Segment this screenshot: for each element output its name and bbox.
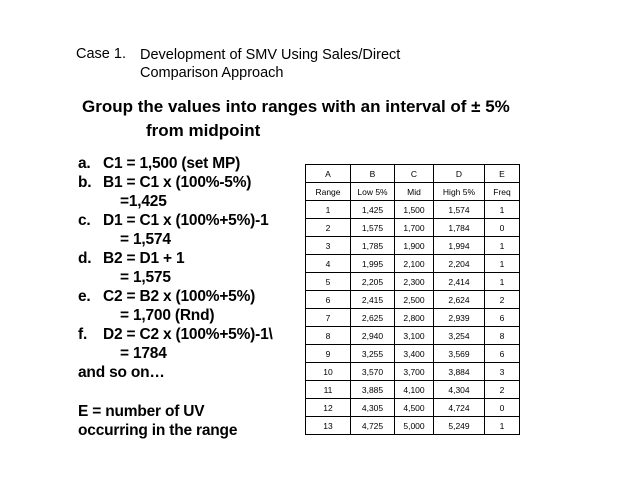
table-cell: 13 — [306, 417, 351, 435]
table-cell: 2,204 — [434, 255, 485, 273]
table-cell: 4,304 — [434, 381, 485, 399]
step-formula: C1 = 1,500 (set MP) — [103, 155, 241, 172]
table-cell: 1 — [485, 255, 520, 273]
table-cell: 4,724 — [434, 399, 485, 417]
table-row — [306, 309, 520, 327]
table-cell: 3,700 — [395, 363, 434, 381]
column-header: High 5% — [434, 183, 485, 201]
step-letter: c. — [78, 212, 91, 229]
table-cell: 0 — [485, 219, 520, 237]
column-header: Freq — [485, 183, 520, 201]
table-column-letters — [306, 165, 520, 183]
table-row — [306, 399, 520, 417]
and-so-on: and so on… — [78, 364, 165, 381]
column-letter: C — [395, 165, 434, 183]
step-letter: d. — [78, 250, 92, 267]
table-cell: 3,570 — [351, 363, 395, 381]
step-formula: B1 = C1 x (100%-5%) — [103, 174, 252, 191]
table-cell: 4 — [306, 255, 351, 273]
table-row — [306, 363, 520, 381]
step-result: = 1784 — [120, 345, 167, 362]
table-cell: 2 — [485, 291, 520, 309]
column-letter: D — [434, 165, 485, 183]
table-row — [306, 237, 520, 255]
table-row — [306, 219, 520, 237]
table-cell: 2,800 — [395, 309, 434, 327]
table-cell: 2,624 — [434, 291, 485, 309]
step-result: =1,425 — [120, 193, 167, 210]
table-cell: 11 — [306, 381, 351, 399]
table-header-row — [306, 183, 520, 201]
table-row — [306, 327, 520, 345]
table-cell: 5,249 — [434, 417, 485, 435]
table-row — [306, 381, 520, 399]
step-result: = 1,574 — [120, 231, 171, 248]
step-item — [78, 154, 338, 173]
step-formula: D1 = C1 x (100%+5%)-1 — [103, 212, 269, 229]
table-cell: 3,885 — [351, 381, 395, 399]
heading-line1: Group the values into ranges with an interval of ± 5% — [82, 97, 510, 116]
step-item — [78, 325, 338, 344]
table-cell: 6 — [306, 291, 351, 309]
steps-list — [78, 154, 338, 440]
table-cell: 8 — [306, 327, 351, 345]
table-cell: 5 — [306, 273, 351, 291]
table-cell: 3 — [485, 363, 520, 381]
step-formula: C2 = B2 x (100%+5%) — [103, 288, 256, 305]
table-cell: 5,000 — [395, 417, 434, 435]
step-item — [78, 287, 338, 306]
step-item — [78, 211, 338, 230]
table-cell: 2 — [485, 381, 520, 399]
table-cell: 3,254 — [434, 327, 485, 345]
ranges-table — [305, 164, 520, 435]
table-cell: 1,995 — [351, 255, 395, 273]
table-cell: 1,994 — [434, 237, 485, 255]
table-cell: 3,884 — [434, 363, 485, 381]
table-cell: 1,785 — [351, 237, 395, 255]
table-cell: 1,500 — [395, 201, 434, 219]
table-row — [306, 201, 520, 219]
table-cell: 1,700 — [395, 219, 434, 237]
table-cell: 8 — [485, 327, 520, 345]
table-cell: 6 — [485, 345, 520, 363]
case-title — [140, 46, 400, 82]
table-cell: 3,100 — [395, 327, 434, 345]
table-cell: 1,574 — [434, 201, 485, 219]
table-cell: 2,500 — [395, 291, 434, 309]
table-cell: 3,569 — [434, 345, 485, 363]
table-cell: 1 — [485, 237, 520, 255]
table-cell: 4,100 — [395, 381, 434, 399]
slide-heading — [82, 95, 512, 143]
table-cell: 6 — [485, 309, 520, 327]
table-cell: 1 — [485, 417, 520, 435]
step-formula: B2 = D1 + 1 — [103, 250, 185, 267]
step-item — [78, 173, 338, 192]
column-letter: B — [351, 165, 395, 183]
column-header: Low 5% — [351, 183, 395, 201]
step-formula: D2 = C2 x (100%+5%)-1\ — [103, 326, 273, 343]
table-row — [306, 273, 520, 291]
table-cell: 0 — [485, 399, 520, 417]
column-header: Mid — [395, 183, 434, 201]
steps-container — [78, 154, 338, 363]
table-cell: 7 — [306, 309, 351, 327]
table-cell: 2,205 — [351, 273, 395, 291]
table-row — [306, 291, 520, 309]
table-cell: 2 — [306, 219, 351, 237]
step-result: = 1,700 (Rnd) — [120, 307, 215, 324]
note-line2: occurring in the range — [78, 422, 238, 439]
table-cell: 4,305 — [351, 399, 395, 417]
step-letter: b. — [78, 174, 92, 191]
table-cell: 2,300 — [395, 273, 434, 291]
table-cell: 2,625 — [351, 309, 395, 327]
note-line1: E = number of UV — [78, 403, 205, 420]
table-cell: 2,100 — [395, 255, 434, 273]
table-cell: 1,900 — [395, 237, 434, 255]
table-row — [306, 417, 520, 435]
table-cell: 4,725 — [351, 417, 395, 435]
table-cell: 12 — [306, 399, 351, 417]
table-cell: 2,939 — [434, 309, 485, 327]
case-title-line2: Comparison Approach — [140, 65, 284, 81]
table-cell: 3,400 — [395, 345, 434, 363]
note — [78, 402, 338, 440]
table-cell: 3 — [306, 237, 351, 255]
table-cell: 1 — [306, 201, 351, 219]
table-cell: 1,575 — [351, 219, 395, 237]
table-cell: 2,414 — [434, 273, 485, 291]
table-row — [306, 255, 520, 273]
case-title-line1: Development of SMV Using Sales/Direct — [140, 47, 401, 63]
table-row — [306, 345, 520, 363]
table-cell: 1,425 — [351, 201, 395, 219]
step-letter: a. — [78, 155, 91, 172]
table-cell: 4,500 — [395, 399, 434, 417]
column-header: Range — [306, 183, 351, 201]
table-cell: 1,784 — [434, 219, 485, 237]
column-letter: A — [306, 165, 351, 183]
heading-line2: from midpoint — [146, 121, 261, 140]
table-body — [306, 201, 520, 435]
table-cell: 10 — [306, 363, 351, 381]
step-letter: f. — [78, 326, 88, 343]
step-letter: e. — [78, 288, 91, 305]
case-label: Case 1. — [76, 46, 126, 62]
step-result: = 1,575 — [120, 269, 171, 286]
step-item — [78, 249, 338, 268]
table-cell: 1 — [485, 201, 520, 219]
column-letter: E — [485, 165, 520, 183]
table-cell: 1 — [485, 273, 520, 291]
table-cell: 9 — [306, 345, 351, 363]
table-cell: 2,415 — [351, 291, 395, 309]
table-cell: 3,255 — [351, 345, 395, 363]
table-cell: 2,940 — [351, 327, 395, 345]
